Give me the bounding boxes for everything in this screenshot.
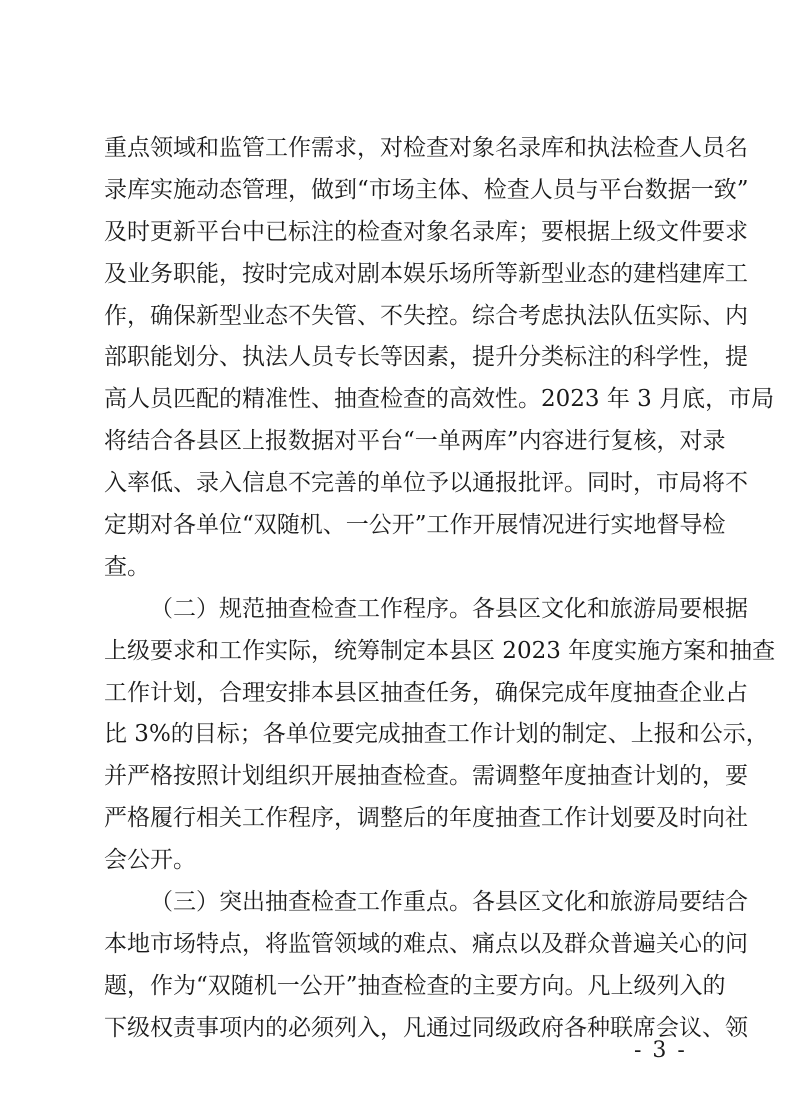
text-line: 会公开。	[104, 847, 196, 874]
text-line: 高人员匹配的精准性、抽查检查的高效性。2023 年 3 月底，市局	[104, 386, 775, 413]
text-line: 入率低、录入信息不完善的单位予以通报批评。同时，市局将不	[104, 470, 748, 497]
text-line: 工作计划，合理安排本县区抽查任务，确保完成年度抽查企业占	[104, 679, 748, 706]
section-heading-line: （三）突出抽查检查工作重点。各县区文化和旅游局要结合	[150, 889, 748, 916]
text-line: 录库实施动态管理，做到“市场主体、检查人员与平台数据一致”	[104, 176, 749, 203]
text-line: 将结合各县区上报数据对平台“一单两库”内容进行复核，对录	[104, 428, 726, 455]
text-line: 查。	[104, 553, 150, 580]
text-line: 严格履行相关工作程序，调整后的年度抽查工作计划要及时向社	[104, 805, 748, 832]
text-line: 部职能划分、执法人员专长等因素，提升分类标注的科学性，提	[104, 344, 748, 371]
text-line: 并严格按照计划组织开展抽查检查。需调整年度抽查计划的，要	[104, 763, 748, 790]
text-line: 下级权责事项内的必须列入，凡通过同级政府各种联席会议、领	[104, 1014, 748, 1041]
text-line: 上级要求和工作实际，统筹制定本县区 2023 年度实施方案和抽查	[104, 637, 776, 664]
page-number: - 3 -	[634, 1038, 687, 1063]
text-line: 题，作为“双随机一公开”抽查检查的主要方向。凡上级列入的	[104, 972, 726, 999]
text-line: 定期对各单位“双随机、一公开”工作开展情况进行实地督导检	[104, 512, 726, 539]
text-line: 及业务职能，按时完成对剧本娱乐场所等新型业态的建档建库工	[104, 260, 748, 287]
section-heading-line: （二）规范抽查检查工作程序。各县区文化和旅游局要根据	[150, 595, 748, 622]
text-line: 本地市场特点，将监管领域的难点、痛点以及群众普遍关心的问	[104, 930, 748, 957]
text-line: 比 3%的目标；各单位要完成抽查工作计划的制定、上报和公示，	[104, 721, 769, 748]
text-line: 作，确保新型业态不失管、不失控。综合考虑执法队伍实际、内	[104, 302, 748, 329]
document-body	[104, 128, 776, 1050]
text-line: 重点领域和监管工作需求，对检查对象名录库和执法检查人员名	[104, 135, 748, 161]
text-line: 及时更新平台中已标注的检查对象名录库；要根据上级文件要求	[104, 218, 748, 245]
